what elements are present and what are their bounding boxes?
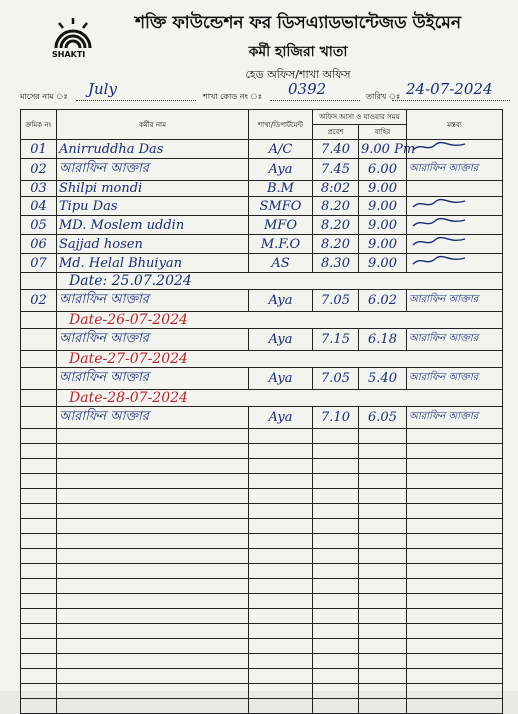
serial-cell	[21, 407, 57, 429]
in-time: 7.10	[313, 407, 359, 429]
serial-cell: 02	[21, 290, 57, 312]
empty-cell	[359, 504, 407, 519]
empty-row	[21, 624, 503, 639]
date-note: Date: 25.07.2024	[57, 273, 503, 290]
page-title: কর্মী হাজিরা খাতা	[248, 44, 348, 60]
col-dept: শাখা/ডিপার্টমেন্ট	[249, 110, 313, 140]
empty-cell	[249, 594, 313, 609]
branch-code-underline	[270, 100, 360, 101]
employee-name: আরাফিন আক্তার	[57, 329, 249, 351]
empty-cell	[249, 534, 313, 549]
empty-cell	[359, 654, 407, 669]
empty-cell	[313, 504, 359, 519]
table-body	[21, 140, 503, 714]
empty-cell	[407, 654, 503, 669]
empty-cell	[249, 549, 313, 564]
empty-cell	[57, 489, 249, 504]
empty-row	[21, 564, 503, 579]
empty-cell	[407, 639, 503, 654]
remarks-cell: আরাফিন আক্তার	[407, 329, 503, 351]
serial-cell	[21, 390, 57, 407]
in-time: 8.20	[313, 216, 359, 235]
empty-row	[21, 609, 503, 624]
empty-cell	[249, 669, 313, 684]
signature-icon	[409, 235, 469, 249]
empty-cell	[359, 669, 407, 684]
remarks-cell	[407, 254, 503, 273]
date-row	[21, 351, 503, 368]
empty-cell	[407, 699, 503, 714]
department-cell: Aya	[249, 329, 313, 351]
branch-code-value: 0392	[288, 80, 327, 98]
empty-cell	[407, 519, 503, 534]
empty-row	[21, 459, 503, 474]
out-time: 6.00	[359, 159, 407, 181]
date-row	[21, 390, 503, 407]
col-serial: ক্রমিক নং	[21, 110, 57, 140]
table-row	[21, 290, 503, 312]
empty-cell	[407, 624, 503, 639]
organization-name: শক্তি ফাউন্ডেশন ফর ডিসএ্যাডভান্টেজড উইমেন	[134, 13, 462, 33]
col-name: কর্মীর নাম	[57, 110, 249, 140]
empty-cell	[57, 639, 249, 654]
serial-cell: 05	[21, 216, 57, 235]
col-time-group: অফিস আসা ও যাওয়ার সময়	[313, 110, 407, 125]
out-time: 9.00	[359, 216, 407, 235]
empty-cell	[407, 459, 503, 474]
employee-name: আরাফিন আক্তার	[57, 368, 249, 390]
out-time: 6.05	[359, 407, 407, 429]
empty-cell	[21, 609, 57, 624]
serial-cell	[21, 273, 57, 290]
date-row	[21, 312, 503, 329]
empty-cell	[313, 579, 359, 594]
date-underline	[392, 100, 510, 101]
serial-cell	[21, 351, 57, 368]
empty-cell	[313, 609, 359, 624]
empty-cell	[359, 549, 407, 564]
empty-cell	[249, 609, 313, 624]
employee-name: Anirruddha Das	[57, 140, 249, 159]
empty-cell	[21, 624, 57, 639]
empty-cell	[249, 474, 313, 489]
in-time: 7.15	[313, 329, 359, 351]
empty-cell	[359, 639, 407, 654]
empty-cell	[313, 699, 359, 714]
empty-cell	[249, 639, 313, 654]
date-note: Date-26-07-2024	[57, 312, 503, 329]
empty-cell	[57, 594, 249, 609]
empty-cell	[57, 654, 249, 669]
empty-cell	[313, 429, 359, 444]
remarks-cell: আরাফিন আক্তার	[407, 407, 503, 429]
in-time: 8:02	[313, 181, 359, 197]
remarks-cell: আরাফিন আক্তার	[407, 368, 503, 390]
month-underline	[76, 100, 196, 101]
empty-cell	[57, 624, 249, 639]
col-in: প্রবেশ	[313, 125, 359, 140]
table-row	[21, 159, 503, 181]
serial-cell: 07	[21, 254, 57, 273]
empty-cell	[57, 519, 249, 534]
serial-cell: 06	[21, 235, 57, 254]
empty-cell	[21, 504, 57, 519]
empty-cell	[313, 669, 359, 684]
empty-cell	[359, 579, 407, 594]
empty-cell	[407, 534, 503, 549]
empty-cell	[21, 549, 57, 564]
empty-cell	[249, 654, 313, 669]
attendance-table	[20, 109, 503, 714]
empty-cell	[57, 429, 249, 444]
table-row	[21, 197, 503, 216]
month-value: July	[88, 80, 117, 98]
serial-cell	[21, 329, 57, 351]
empty-cell	[313, 624, 359, 639]
remarks-cell	[407, 197, 503, 216]
empty-cell	[57, 534, 249, 549]
empty-cell	[21, 474, 57, 489]
empty-cell	[407, 444, 503, 459]
empty-cell	[359, 534, 407, 549]
in-time: 8.20	[313, 235, 359, 254]
empty-cell	[313, 474, 359, 489]
empty-row	[21, 654, 503, 669]
empty-cell	[21, 534, 57, 549]
empty-cell	[57, 504, 249, 519]
out-time: 6.18	[359, 329, 407, 351]
employee-name: Sajjad hosen	[57, 235, 249, 254]
remarks-cell	[407, 235, 503, 254]
department-cell: Aya	[249, 290, 313, 312]
remarks-cell	[407, 216, 503, 235]
serial-cell	[21, 312, 57, 329]
date-value: 24-07-2024	[406, 80, 493, 98]
empty-cell	[21, 639, 57, 654]
signature-icon	[409, 197, 469, 211]
empty-cell	[249, 579, 313, 594]
empty-cell	[313, 564, 359, 579]
empty-cell	[21, 489, 57, 504]
department-cell: A/C	[249, 140, 313, 159]
empty-cell	[313, 489, 359, 504]
table-row	[21, 140, 503, 159]
empty-cell	[407, 549, 503, 564]
empty-cell	[313, 444, 359, 459]
empty-cell	[313, 594, 359, 609]
empty-cell	[359, 444, 407, 459]
remarks-cell: আরাফিন আক্তার	[407, 290, 503, 312]
empty-cell	[57, 474, 249, 489]
empty-row	[21, 594, 503, 609]
empty-row	[21, 474, 503, 489]
empty-cell	[359, 489, 407, 504]
empty-cell	[21, 459, 57, 474]
in-time: 7.05	[313, 368, 359, 390]
empty-cell	[359, 594, 407, 609]
out-time: 9.00	[359, 235, 407, 254]
employee-name: Shilpi mondi	[57, 181, 249, 197]
out-time: 9.00	[359, 254, 407, 273]
empty-cell	[407, 669, 503, 684]
empty-cell	[359, 684, 407, 699]
empty-cell	[407, 579, 503, 594]
department-cell: M.F.O	[249, 235, 313, 254]
empty-cell	[21, 669, 57, 684]
in-time: 7.40	[313, 140, 359, 159]
empty-cell	[359, 474, 407, 489]
empty-cell	[21, 699, 57, 714]
department-cell: AS	[249, 254, 313, 273]
empty-row	[21, 699, 503, 714]
empty-cell	[57, 444, 249, 459]
empty-row	[21, 669, 503, 684]
empty-row	[21, 519, 503, 534]
department-cell: Aya	[249, 159, 313, 181]
empty-cell	[313, 639, 359, 654]
empty-cell	[359, 609, 407, 624]
empty-cell	[21, 564, 57, 579]
empty-cell	[359, 459, 407, 474]
remarks-cell	[407, 181, 503, 197]
empty-cell	[249, 489, 313, 504]
empty-cell	[249, 519, 313, 534]
empty-cell	[313, 534, 359, 549]
col-remarks: মন্তব্য	[407, 110, 503, 140]
empty-cell	[21, 594, 57, 609]
empty-cell	[249, 684, 313, 699]
empty-cell	[359, 429, 407, 444]
date-note: Date-28-07-2024	[57, 390, 503, 407]
empty-cell	[57, 459, 249, 474]
in-time: 7.45	[313, 159, 359, 181]
month-label: মাসের নাম ঃ	[20, 92, 68, 101]
empty-cell	[249, 459, 313, 474]
out-time: 9.00	[359, 197, 407, 216]
office-line: হেড অফিস/শাখা অফিস	[245, 68, 351, 81]
out-time: 5.40	[359, 368, 407, 390]
remarks-cell	[407, 140, 503, 159]
empty-row	[21, 429, 503, 444]
table-row	[21, 254, 503, 273]
table-row	[21, 216, 503, 235]
department-cell: MFO	[249, 216, 313, 235]
empty-row	[21, 639, 503, 654]
empty-cell	[313, 684, 359, 699]
out-time: 9.00 Pm	[359, 140, 407, 159]
employee-name: আরাফিন আক্তার	[57, 290, 249, 312]
out-time: 9.00	[359, 181, 407, 197]
empty-cell	[57, 669, 249, 684]
signature-icon	[409, 216, 469, 230]
branch-code-label: শাখা কোড নং ঃ	[203, 92, 262, 101]
date-label: তারিখ ঃ	[366, 92, 401, 101]
empty-cell	[57, 549, 249, 564]
empty-cell	[21, 684, 57, 699]
empty-cell	[249, 624, 313, 639]
empty-cell	[359, 699, 407, 714]
table-row	[21, 235, 503, 254]
empty-cell	[407, 504, 503, 519]
serial-cell: 04	[21, 197, 57, 216]
empty-cell	[313, 519, 359, 534]
empty-cell	[21, 429, 57, 444]
empty-cell	[407, 684, 503, 699]
table-row	[21, 181, 503, 197]
empty-cell	[57, 684, 249, 699]
empty-cell	[407, 594, 503, 609]
table-row	[21, 368, 503, 390]
empty-cell	[359, 624, 407, 639]
empty-row	[21, 579, 503, 594]
empty-row	[21, 684, 503, 699]
empty-cell	[57, 609, 249, 624]
empty-cell	[249, 429, 313, 444]
employee-name: Tipu Das	[57, 197, 249, 216]
empty-row	[21, 489, 503, 504]
in-time: 8.20	[313, 197, 359, 216]
in-time: 7.05	[313, 290, 359, 312]
empty-cell	[21, 654, 57, 669]
empty-cell	[359, 564, 407, 579]
serial-cell: 02	[21, 159, 57, 181]
empty-cell	[359, 519, 407, 534]
remarks-cell: আরাফিন আক্তার	[407, 159, 503, 181]
empty-row	[21, 504, 503, 519]
empty-cell	[57, 699, 249, 714]
empty-cell	[407, 429, 503, 444]
empty-cell	[407, 474, 503, 489]
department-cell: Aya	[249, 407, 313, 429]
out-time: 6.02	[359, 290, 407, 312]
empty-cell	[313, 459, 359, 474]
empty-cell	[21, 519, 57, 534]
employee-name: আরাফিন আক্তার	[57, 407, 249, 429]
empty-cell	[249, 444, 313, 459]
empty-row	[21, 534, 503, 549]
department-cell: Aya	[249, 368, 313, 390]
table-row	[21, 407, 503, 429]
signature-icon	[409, 140, 469, 154]
empty-cell	[21, 579, 57, 594]
empty-cell	[313, 549, 359, 564]
empty-cell	[249, 504, 313, 519]
serial-cell	[21, 368, 57, 390]
empty-cell	[313, 654, 359, 669]
date-note: Date-27-07-2024	[57, 351, 503, 368]
empty-row	[21, 549, 503, 564]
empty-row	[21, 444, 503, 459]
serial-cell: 03	[21, 181, 57, 197]
in-time: 8.30	[313, 254, 359, 273]
employee-name: MD. Moslem uddin	[57, 216, 249, 235]
employee-name: Md. Helal Bhuiyan	[57, 254, 249, 273]
col-out: বাহির	[359, 125, 407, 140]
empty-cell	[407, 489, 503, 504]
empty-cell	[249, 699, 313, 714]
empty-cell	[407, 564, 503, 579]
empty-cell	[21, 444, 57, 459]
logo-text: SHAKTI	[52, 50, 86, 59]
table-row	[21, 329, 503, 351]
serial-cell: 01	[21, 140, 57, 159]
employee-name: আরাফিন আক্তার	[57, 159, 249, 181]
empty-cell	[57, 579, 249, 594]
department-cell: B.M	[249, 181, 313, 197]
empty-cell	[249, 564, 313, 579]
empty-cell	[57, 564, 249, 579]
empty-cell	[407, 609, 503, 624]
signature-icon	[409, 254, 469, 268]
date-row	[21, 273, 503, 290]
department-cell: SMFO	[249, 197, 313, 216]
